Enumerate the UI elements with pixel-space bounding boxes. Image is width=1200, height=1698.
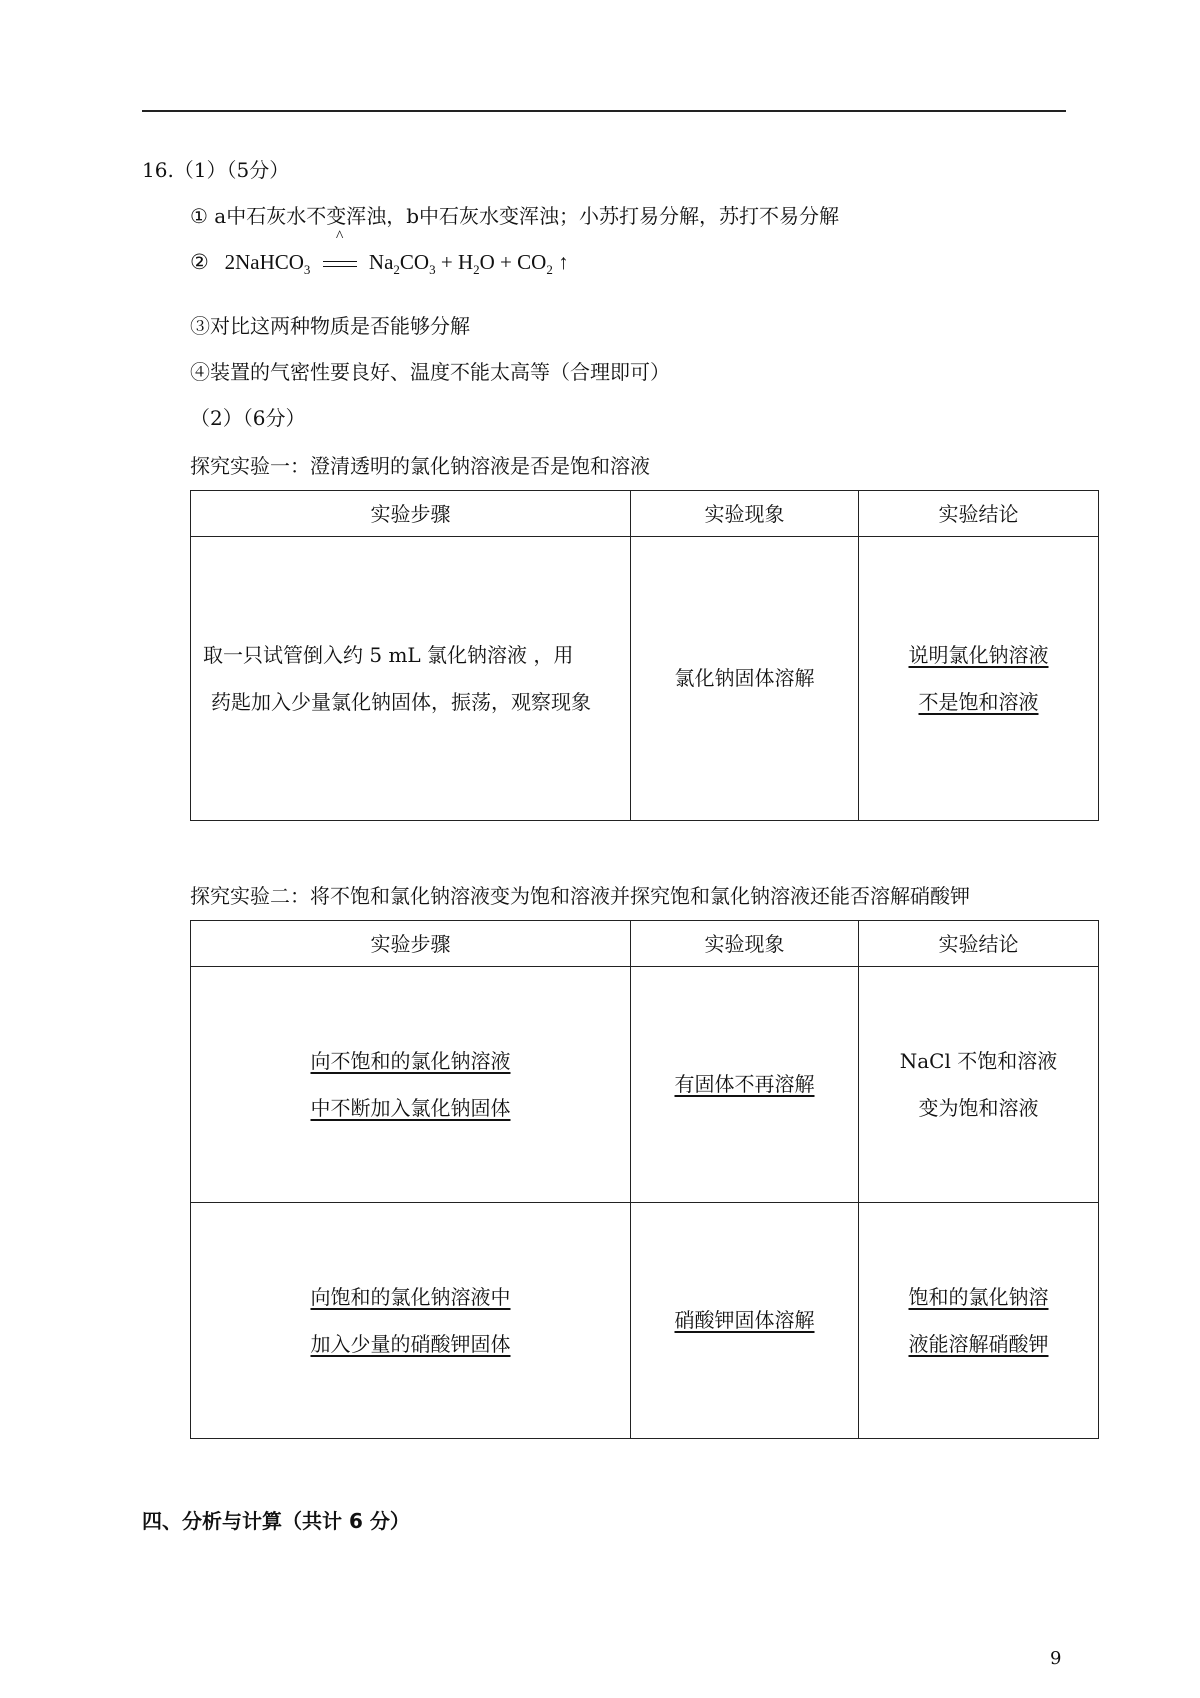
header-steps: 实验步骤 [191, 491, 631, 537]
step-cell: 向饱和的氯化钠溶液中 加入少量的硝酸钾固体 [191, 1203, 631, 1439]
header-rule [142, 110, 1066, 112]
gas-arrow-icon: ↑ [558, 250, 569, 274]
step-cell: 取一只试管倒入约 5 mL 氯化钠溶液 ，用 药匙加入少量氯化钠固体，振荡，观察现象 [191, 537, 631, 821]
header-phenomenon: 实验现象 [631, 491, 859, 537]
experiment-2-title: 探究实验二：将不饱和氯化钠溶液变为饱和溶液并探究饱和氯化钠溶液还能否溶解硝酸钾 [190, 884, 970, 908]
product-na2co3: $Na_2CO_3$ [368, 250, 436, 277]
step-cell: 向不饱和的氯化钠溶液 中不断加入氯化钠固体 [191, 967, 631, 1203]
heating-condition-sign: ^ [322, 250, 358, 275]
chemical-equation: ② 2NaHCO$_3$ ^ $Na_2CO_3 + H_2O + CO_2$ ↑ [190, 228, 569, 277]
header-conclusion: 实验结论 [859, 921, 1099, 967]
table-header-row [191, 921, 1099, 967]
experiment-1-table [190, 490, 1099, 821]
product-h2o: $H_2O$ [457, 250, 495, 277]
table-header-row [191, 491, 1099, 537]
answer-item-4: ④装置的气密性要良好、温度不能太高等（合理即可） [190, 360, 670, 384]
part-2-heading: （2）（6分） [190, 406, 306, 430]
table-row [191, 967, 1099, 1203]
header-conclusion: 实验结论 [859, 491, 1099, 537]
conclusion-cell: 饱和的氯化钠溶 液能溶解硝酸钾 [859, 1203, 1099, 1439]
equation-number: ② [190, 250, 209, 274]
table-row [191, 1203, 1099, 1439]
experiment-2-table [190, 920, 1099, 1439]
page-number: 9 [1050, 1648, 1062, 1669]
answer-item-3: ③对比这两种物质是否能够分解 [190, 314, 470, 338]
header-steps: 实验步骤 [191, 921, 631, 967]
answer-item-1: ① a中石灰水不变浑浊，b中石灰水变浑浊；小苏打易分解，苏打不易分解 [190, 204, 840, 228]
conclusion-cell: 说明氯化钠溶液 不是饱和溶液 [859, 537, 1099, 821]
phenomenon-cell: 硝酸钾固体溶解 [631, 1203, 859, 1439]
phenomenon-cell: 有固体不再溶解 [631, 967, 859, 1203]
experiment-1-title: 探究实验一：澄清透明的氯化钠溶液是否是饱和溶液 [190, 454, 650, 478]
header-phenomenon: 实验现象 [631, 921, 859, 967]
conclusion-cell: NaCl 不饱和溶液 变为饱和溶液 [859, 967, 1099, 1203]
question-16-heading: 16.（1）（5分） [142, 158, 290, 182]
reactant: 2NaHCO$_3$ [224, 250, 311, 277]
table-row [191, 537, 1099, 821]
section-4-heading: 四、分析与计算（共计 6 分） [142, 1509, 410, 1533]
phenomenon-cell: 氯化钠固体溶解 [631, 537, 859, 821]
product-co2: $CO_2$ [517, 250, 553, 277]
